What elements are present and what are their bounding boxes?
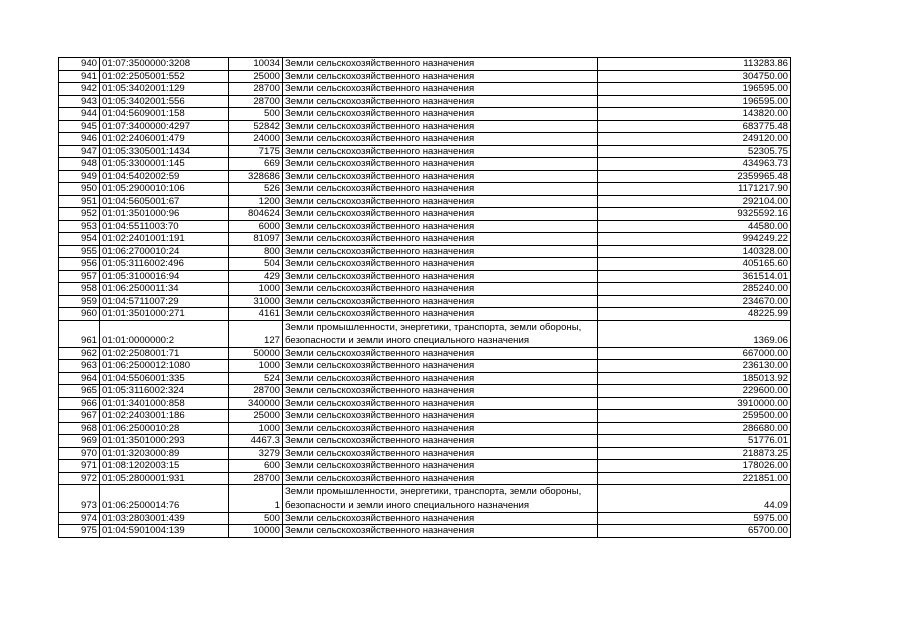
table-row [59, 70, 791, 83]
table-row [59, 145, 791, 158]
table-row [59, 347, 791, 360]
cadastral-value-cell: 405165.60 [598, 258, 791, 271]
land-category-cell: Земли сельскохозяйственного назначения [283, 435, 598, 448]
area-cell: 28700 [229, 472, 283, 485]
cadastral-number-cell: 01:05:3305001:1434 [100, 145, 229, 158]
land-category-cell: Земли сельскохозяйственного назначения [283, 208, 598, 221]
table-row [59, 195, 791, 208]
cadastral-number-cell: 01:02:2401001:191 [100, 233, 229, 246]
area-cell: 28700 [229, 385, 283, 398]
row-number-cell: 971 [59, 460, 100, 473]
table-row [59, 295, 791, 308]
cadastral-number-cell: 01:07:3500000:3208 [100, 58, 229, 71]
cadastral-value-cell: 113283.86 [598, 58, 791, 71]
row-number-cell: 943 [59, 95, 100, 108]
table-row [59, 95, 791, 108]
area-cell: 328686 [229, 170, 283, 183]
row-number-cell: 968 [59, 422, 100, 435]
cadastral-value-cell: 3910000.00 [598, 397, 791, 410]
table-row [59, 283, 791, 296]
cadastral-number-cell: 01:05:3116002:324 [100, 385, 229, 398]
row-number-cell: 972 [59, 472, 100, 485]
table-row [59, 512, 791, 525]
cadastral-number-cell: 01:06:2500010:28 [100, 422, 229, 435]
area-cell: 1000 [229, 283, 283, 296]
row-number-cell: 946 [59, 133, 100, 146]
cadastral-number-cell: 01:06:2700010:24 [100, 245, 229, 258]
cadastral-number-cell: 01:05:2800001:931 [100, 472, 229, 485]
table-row [59, 372, 791, 385]
row-number-cell: 945 [59, 120, 100, 133]
land-category-cell: Земли сельскохозяйственного назначения [283, 258, 598, 271]
cadastral-number-cell: 01:01:3401000:858 [100, 397, 229, 410]
row-number-cell: 953 [59, 220, 100, 233]
row-number-cell: 960 [59, 308, 100, 321]
land-category-cell: Земли сельскохозяйственного назначения [283, 512, 598, 525]
land-category-cell: Земли сельскохозяйственного назначения [283, 120, 598, 133]
cadastral-value-cell: 51776.01 [598, 435, 791, 448]
cadastral-value-cell: 221851.00 [598, 472, 791, 485]
cadastral-number-cell: 01:05:3402001:129 [100, 83, 229, 96]
cadastral-number-cell: 01:05:3300001:145 [100, 158, 229, 171]
cadastral-value-cell: 48225.99 [598, 308, 791, 321]
cadastral-number-cell: 01:04:5511003:70 [100, 220, 229, 233]
area-cell: 600 [229, 460, 283, 473]
land-category-cell: Земли сельскохозяйственного назначения [283, 410, 598, 423]
land-category-cell: Земли сельскохозяйственного назначения [283, 472, 598, 485]
table-row [59, 183, 791, 196]
land-category-cell: Земли сельскохозяйственного назначения [283, 295, 598, 308]
table-body [59, 58, 791, 538]
table-row [59, 133, 791, 146]
area-cell: 526 [229, 183, 283, 196]
table-row [59, 460, 791, 473]
cadastral-value-cell: 994249.22 [598, 233, 791, 246]
land-category-cell: Земли сельскохозяйственного назначения [283, 397, 598, 410]
row-number-cell: 952 [59, 208, 100, 221]
cadastral-value-cell: 178026.00 [598, 460, 791, 473]
area-cell: 28700 [229, 95, 283, 108]
land-category-cell: Земли сельскохозяйственного назначения [283, 133, 598, 146]
table-row [59, 120, 791, 133]
land-category-cell: Земли промышленности, энергетики, транспорта, земли обороны, безопасности и земли иного специального назначения [283, 320, 598, 347]
row-number-cell: 970 [59, 447, 100, 460]
area-cell: 25000 [229, 70, 283, 83]
row-number-cell: 961 [59, 320, 100, 347]
row-number-cell: 975 [59, 525, 100, 538]
cadastral-number-cell: 01:07:3400000:4297 [100, 120, 229, 133]
area-cell: 500 [229, 512, 283, 525]
table-row [59, 233, 791, 246]
land-category-cell: Земли сельскохозяйственного назначения [283, 525, 598, 538]
cadastral-value-cell: 259500.00 [598, 410, 791, 423]
row-number-cell: 973 [59, 485, 100, 512]
table-row [59, 397, 791, 410]
row-number-cell: 958 [59, 283, 100, 296]
land-category-cell: Земли сельскохозяйственного назначения [283, 58, 598, 71]
cadastral-value-cell: 434963.73 [598, 158, 791, 171]
land-category-cell: Земли сельскохозяйственного назначения [283, 308, 598, 321]
cadastral-number-cell: 01:05:2900010:106 [100, 183, 229, 196]
cadastral-number-cell: 01:06:2500014:76 [100, 485, 229, 512]
land-category-cell: Земли сельскохозяйственного назначения [283, 270, 598, 283]
cadastral-value-cell: 2359965.48 [598, 170, 791, 183]
row-number-cell: 974 [59, 512, 100, 525]
row-number-cell: 956 [59, 258, 100, 271]
area-cell: 340000 [229, 397, 283, 410]
table-row [59, 422, 791, 435]
land-category-cell: Земли промышленности, энергетики, транспорта, земли обороны, безопасности и земли иного специального назначения [283, 485, 598, 512]
area-cell: 7175 [229, 145, 283, 158]
area-cell: 1000 [229, 422, 283, 435]
cadastral-number-cell: 01:02:2406001:479 [100, 133, 229, 146]
area-cell: 81097 [229, 233, 283, 246]
table-row [59, 270, 791, 283]
area-cell: 669 [229, 158, 283, 171]
row-number-cell: 967 [59, 410, 100, 423]
cadastral-value-cell: 9325592.16 [598, 208, 791, 221]
table-row [59, 220, 791, 233]
table-row [59, 170, 791, 183]
land-category-cell: Земли сельскохозяйственного назначения [283, 108, 598, 121]
area-cell: 429 [229, 270, 283, 283]
table-row [59, 83, 791, 96]
area-cell: 10000 [229, 525, 283, 538]
cadastral-number-cell: 01:04:5901004:139 [100, 525, 229, 538]
land-plots-table [58, 57, 791, 538]
cadastral-number-cell: 01:06:2500011:34 [100, 283, 229, 296]
land-category-cell: Земли сельскохозяйственного назначения [283, 158, 598, 171]
cadastral-number-cell: 01:04:5711007:29 [100, 295, 229, 308]
row-number-cell: 951 [59, 195, 100, 208]
table-row [59, 485, 791, 512]
table-row [59, 410, 791, 423]
table-row [59, 245, 791, 258]
cadastral-value-cell: 292104.00 [598, 195, 791, 208]
area-cell: 31000 [229, 295, 283, 308]
cadastral-value-cell: 285240.00 [598, 283, 791, 296]
cadastral-value-cell: 196595.00 [598, 83, 791, 96]
row-number-cell: 964 [59, 372, 100, 385]
land-category-cell: Земли сельскохозяйственного назначения [283, 447, 598, 460]
land-category-cell: Земли сельскохозяйственного назначения [283, 347, 598, 360]
cadastral-number-cell: 01:04:5605001:67 [100, 195, 229, 208]
cadastral-number-cell: 01:05:3100016:94 [100, 270, 229, 283]
cadastral-number-cell: 01:02:2508001:71 [100, 347, 229, 360]
land-category-cell: Земли сельскохозяйственного назначения [283, 360, 598, 373]
land-category-cell: Земли сельскохозяйственного назначения [283, 372, 598, 385]
land-plots-table-page [58, 57, 790, 538]
cadastral-value-cell: 52305.75 [598, 145, 791, 158]
land-category-cell: Земли сельскохозяйственного назначения [283, 460, 598, 473]
row-number-cell: 940 [59, 58, 100, 71]
row-number-cell: 955 [59, 245, 100, 258]
cadastral-number-cell: 01:05:3402001:556 [100, 95, 229, 108]
cadastral-number-cell: 01:03:2803001:439 [100, 512, 229, 525]
cadastral-value-cell: 286680.00 [598, 422, 791, 435]
area-cell: 6000 [229, 220, 283, 233]
cadastral-number-cell: 01:01:3501000:293 [100, 435, 229, 448]
land-category-cell: Земли сельскохозяйственного назначения [283, 422, 598, 435]
cadastral-value-cell: 44.09 [598, 485, 791, 512]
table-row [59, 385, 791, 398]
table-row [59, 308, 791, 321]
row-number-cell: 965 [59, 385, 100, 398]
cadastral-number-cell: 01:08:1202003:15 [100, 460, 229, 473]
area-cell: 804624 [229, 208, 283, 221]
area-cell: 800 [229, 245, 283, 258]
row-number-cell: 941 [59, 70, 100, 83]
area-cell: 28700 [229, 83, 283, 96]
land-category-cell: Земли сельскохозяйственного назначения [283, 170, 598, 183]
land-category-cell: Земли сельскохозяйственного назначения [283, 145, 598, 158]
area-cell: 50000 [229, 347, 283, 360]
area-cell: 25000 [229, 410, 283, 423]
area-cell: 1200 [229, 195, 283, 208]
area-cell: 10034 [229, 58, 283, 71]
cadastral-number-cell: 01:06:2500012:1080 [100, 360, 229, 373]
area-cell: 1000 [229, 360, 283, 373]
cadastral-value-cell: 683775.48 [598, 120, 791, 133]
cadastral-value-cell: 65700.00 [598, 525, 791, 538]
row-number-cell: 959 [59, 295, 100, 308]
row-number-cell: 949 [59, 170, 100, 183]
table-row [59, 58, 791, 71]
cadastral-number-cell: 01:04:5506001:335 [100, 372, 229, 385]
cadastral-number-cell: 01:01:3203000:89 [100, 447, 229, 460]
row-number-cell: 950 [59, 183, 100, 196]
area-cell: 504 [229, 258, 283, 271]
cadastral-value-cell: 44580.00 [598, 220, 791, 233]
cadastral-value-cell: 234670.00 [598, 295, 791, 308]
area-cell: 1 [229, 485, 283, 512]
row-number-cell: 957 [59, 270, 100, 283]
cadastral-value-cell: 196595.00 [598, 95, 791, 108]
land-category-cell: Земли сельскохозяйственного назначения [283, 220, 598, 233]
area-cell: 3279 [229, 447, 283, 460]
row-number-cell: 942 [59, 83, 100, 96]
table-row [59, 447, 791, 460]
land-category-cell: Земли сельскохозяйственного назначения [283, 70, 598, 83]
land-category-cell: Земли сельскохозяйственного назначения [283, 233, 598, 246]
cadastral-number-cell: 01:02:2505001:552 [100, 70, 229, 83]
area-cell: 127 [229, 320, 283, 347]
cadastral-number-cell: 01:02:2403001:186 [100, 410, 229, 423]
cadastral-value-cell: 143820.00 [598, 108, 791, 121]
area-cell: 4161 [229, 308, 283, 321]
row-number-cell: 948 [59, 158, 100, 171]
cadastral-value-cell: 185013.92 [598, 372, 791, 385]
table-row [59, 208, 791, 221]
cadastral-value-cell: 304750.00 [598, 70, 791, 83]
row-number-cell: 966 [59, 397, 100, 410]
row-number-cell: 969 [59, 435, 100, 448]
table-row [59, 108, 791, 121]
cadastral-number-cell: 01:04:5609001:158 [100, 108, 229, 121]
cadastral-number-cell: 01:01:0000000:2 [100, 320, 229, 347]
area-cell: 4467.3 [229, 435, 283, 448]
cadastral-value-cell: 1369.06 [598, 320, 791, 347]
row-number-cell: 954 [59, 233, 100, 246]
table-row [59, 320, 791, 347]
cadastral-number-cell: 01:01:3501000:96 [100, 208, 229, 221]
cadastral-value-cell: 229600.00 [598, 385, 791, 398]
area-cell: 524 [229, 372, 283, 385]
cadastral-value-cell: 236130.00 [598, 360, 791, 373]
cadastral-number-cell: 01:05:3116002:496 [100, 258, 229, 271]
cadastral-value-cell: 218873.25 [598, 447, 791, 460]
land-category-cell: Земли сельскохозяйственного назначения [283, 195, 598, 208]
row-number-cell: 944 [59, 108, 100, 121]
cadastral-value-cell: 140328.00 [598, 245, 791, 258]
table-row [59, 360, 791, 373]
area-cell: 24000 [229, 133, 283, 146]
area-cell: 500 [229, 108, 283, 121]
cadastral-number-cell: 01:04:5402002:59 [100, 170, 229, 183]
table-row [59, 472, 791, 485]
table-row [59, 525, 791, 538]
land-category-cell: Земли сельскохозяйственного назначения [283, 385, 598, 398]
area-cell: 52842 [229, 120, 283, 133]
row-number-cell: 962 [59, 347, 100, 360]
table-row [59, 258, 791, 271]
cadastral-value-cell: 5975.00 [598, 512, 791, 525]
row-number-cell: 963 [59, 360, 100, 373]
land-category-cell: Земли сельскохозяйственного назначения [283, 183, 598, 196]
cadastral-value-cell: 361514.01 [598, 270, 791, 283]
land-category-cell: Земли сельскохозяйственного назначения [283, 95, 598, 108]
land-category-cell: Земли сельскохозяйственного назначения [283, 83, 598, 96]
land-category-cell: Земли сельскохозяйственного назначения [283, 245, 598, 258]
table-row [59, 435, 791, 448]
table-row [59, 158, 791, 171]
cadastral-value-cell: 1171217.90 [598, 183, 791, 196]
land-category-cell: Земли сельскохозяйственного назначения [283, 283, 598, 296]
cadastral-value-cell: 249120.00 [598, 133, 791, 146]
cadastral-number-cell: 01:01:3501000:271 [100, 308, 229, 321]
row-number-cell: 947 [59, 145, 100, 158]
cadastral-value-cell: 667000.00 [598, 347, 791, 360]
